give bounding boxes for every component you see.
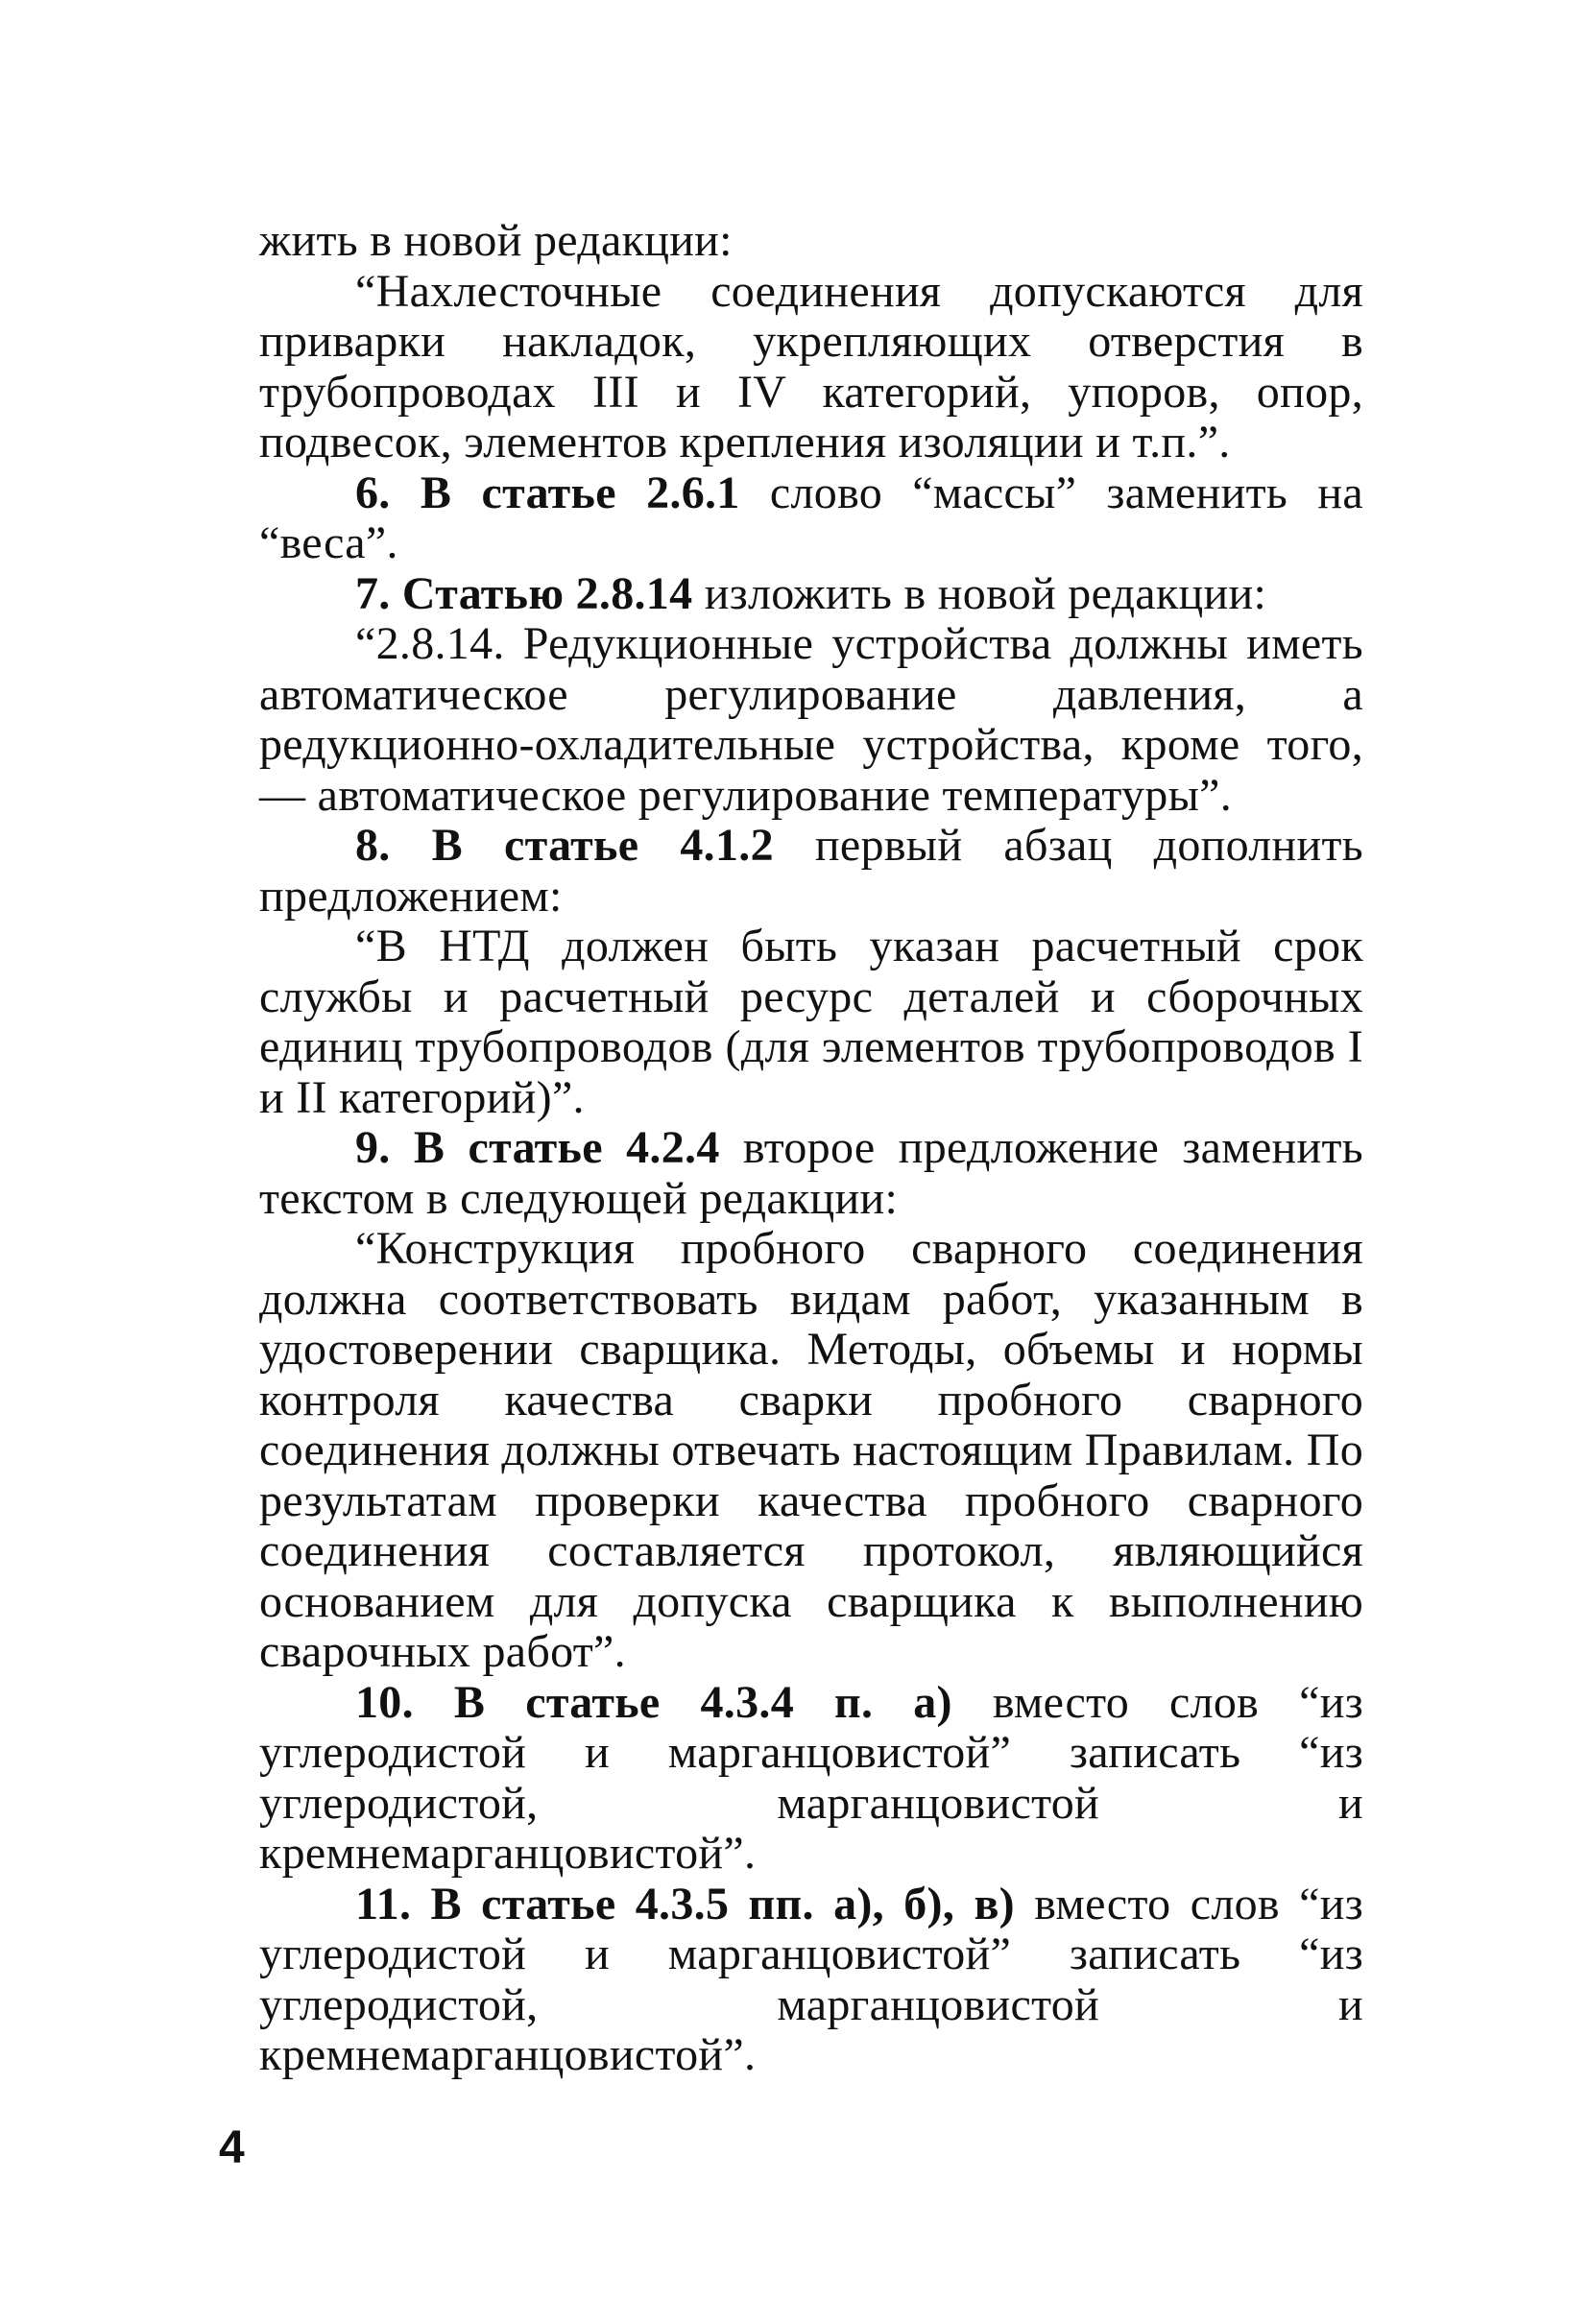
item-reference: 7. Статью 2.8.14 bbox=[355, 567, 693, 619]
paragraph-quote-test-weld bbox=[259, 1224, 1363, 1678]
paragraph-item-8 bbox=[259, 821, 1363, 922]
paragraph-item-11 bbox=[259, 1880, 1363, 2081]
paragraph-text: первый абзац дополнить предложением: bbox=[259, 820, 1363, 922]
paragraph-text: “Конструкция пробного сварного соединения должна соответствовать видам работ, указанным в удостоверении сварщика. Методы, объемы и нормы контроля качества сварки пробного сварного соединения должны отвечать настоящим Правилам. По результатам проверки качества пробного сварного соединения составляется протокол, являющийся основанием для допуска сварщика к выполнению сварочных работ”. bbox=[259, 1223, 1364, 1677]
paragraph-item-9 bbox=[259, 1123, 1363, 1224]
paragraph-continuation bbox=[259, 216, 1363, 267]
paragraph-text: вместо слов “из углеродистой и марганцовистой” записать “из углеродистой, марганцовистой и кремнемарганцовистой”. bbox=[259, 1676, 1363, 1879]
paragraph-item-10 bbox=[259, 1678, 1363, 1880]
paragraph-text: “Нахлесточные соединения допускаются для приварки накладок, укрепляющих отверстия в трубопроводах III и IV категорий, упоров, опор, подвесок, элементов крепления изоляции и т.п.”. bbox=[259, 265, 1363, 467]
paragraph-quote-ntd bbox=[259, 922, 1363, 1123]
paragraph-text: жить в новой редакции: bbox=[259, 215, 733, 266]
item-reference: 6. В статье 2.6.1 bbox=[355, 467, 740, 518]
item-reference: 8. В статье 4.1.2 bbox=[355, 820, 774, 871]
page-number: 4 bbox=[219, 2122, 245, 2173]
paragraph-text: слово “массы” заменить на “веса”. bbox=[259, 467, 1363, 568]
item-reference: 9. В статье 4.2.4 bbox=[355, 1122, 720, 1173]
paragraph-quote-2-8-14 bbox=[259, 619, 1363, 821]
paragraph-text: “2.8.14. Редукционные устройства должны иметь автоматическое регулирование давления, а редукционно-охладительные устройства, кроме того, — автоматическое регулирование температуры”. bbox=[259, 618, 1363, 821]
paragraph-item-7 bbox=[259, 569, 1363, 620]
item-reference: 11. В статье 4.3.5 пп. а), б), в) bbox=[355, 1878, 1015, 1929]
paragraph-text: вместо слов “из углеродистой и марганцовистой” записать “из углеродистой, марганцовистой и кремнемарганцовистой”. bbox=[259, 1878, 1363, 2080]
paragraph-item-6 bbox=[259, 468, 1363, 569]
paragraph-text: второе предложение заменить текстом в следующей редакции: bbox=[259, 1122, 1363, 1224]
body-text bbox=[259, 216, 1363, 2081]
paragraph-text: изложить в новой редакции: bbox=[692, 567, 1267, 619]
paragraph-text: “В НТД должен быть указан расчетный срок службы и расчетный ресурс деталей и сборочных единиц трубопроводов (для элементов трубопроводов I и II категорий)”. bbox=[259, 921, 1363, 1123]
item-reference: 10. В статье 4.3.4 п. а) bbox=[355, 1676, 952, 1728]
paragraph-quote-overlap-joints bbox=[259, 267, 1363, 468]
